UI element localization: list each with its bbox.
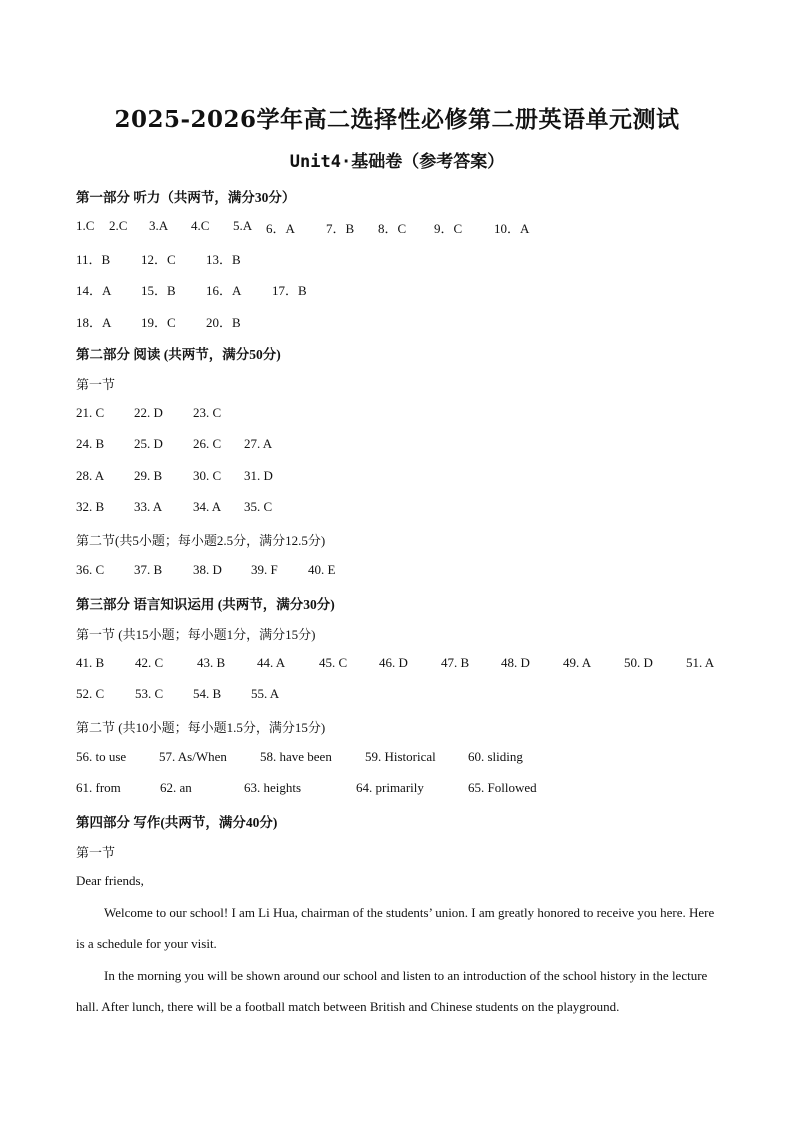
answer-item: 62. an <box>160 780 192 795</box>
answer-item: 50. D <box>624 655 653 670</box>
answer-row <box>76 655 736 673</box>
answer-item: 13．B <box>206 252 241 267</box>
answer-row <box>76 280 736 298</box>
answer-item: 22. D <box>134 405 163 420</box>
answer-item: 6．A <box>266 221 295 236</box>
answer-item: 43. B <box>197 655 226 670</box>
answer-item: 40. E <box>308 562 336 577</box>
answer-item: 48. D <box>501 655 530 670</box>
answer-item: 57. As/When <box>159 749 227 764</box>
answer-item: 21. C <box>76 405 105 420</box>
answer-item: 7．B <box>326 221 355 236</box>
answer-row <box>76 312 736 330</box>
answer-item: 25. D <box>134 436 163 451</box>
answer-item: 5.A <box>233 218 253 233</box>
part1-heading: 第一部分 听力（共两节，满分30分） <box>76 190 296 205</box>
answer-row <box>76 249 736 267</box>
answer-item: 45. C <box>319 655 348 670</box>
answer-item: 51. A <box>686 655 715 670</box>
answer-item: 39. F <box>251 562 278 577</box>
part2-section2-label: 第二节(共5小题；每小题2.5分，满分12.5分) <box>76 533 326 548</box>
answer-item: 3.A <box>149 218 169 233</box>
letter-paragraph: Welcome to our school! I am Li Hua, chairman of the students’ union. I am greatly honored to receive you here. Here is a schedule for your visit. <box>76 905 715 951</box>
answer-item: 44. A <box>257 655 286 670</box>
answer-item: 26. C <box>193 436 222 451</box>
answer-item: 4.C <box>191 218 210 233</box>
answer-item: 8．C <box>378 221 407 236</box>
part3-heading: 第三部分 语言知识运用 (共两节，满分30分) <box>76 597 335 612</box>
letter-paragraph: In the morning you will be shown around our school and listen to an introduction of the school history in the lecture hall. After lunch, there will be a football match between British and Chinese students on the playground. <box>76 968 708 1014</box>
answer-row <box>76 780 736 798</box>
answer-row <box>76 686 736 704</box>
answer-item: 15．B <box>141 283 176 298</box>
answer-item: 2.C <box>109 218 128 233</box>
part4-heading: 第四部分 写作(共两节，满分40分) <box>76 815 278 830</box>
answer-item: 10．A <box>494 221 530 236</box>
answer-item: 27. A <box>244 436 273 451</box>
answer-item: 37. B <box>134 562 163 577</box>
answer-item: 52. C <box>76 686 105 701</box>
answer-item: 47. B <box>441 655 470 670</box>
answer-row <box>76 468 736 486</box>
answer-item: 60. sliding <box>468 749 523 764</box>
page-subtitle: Unit4·基础卷（参考答案） <box>289 152 505 172</box>
answer-item: 65. Followed <box>468 780 537 795</box>
answer-item: 64. primarily <box>356 780 424 795</box>
answer-item: 49. A <box>563 655 592 670</box>
part3-section1-label: 第一节 (共15小题；每小题1分，满分15分) <box>76 627 316 642</box>
answer-item: 16．A <box>206 283 242 298</box>
answer-item: 59. Historical <box>365 749 436 764</box>
part3-section2-label: 第二节 (共10小题；每小题1.5分，满分15分) <box>76 720 326 735</box>
answer-item: 38. D <box>193 562 222 577</box>
answer-item: 12．C <box>141 252 176 267</box>
answer-item: 34. A <box>193 499 222 514</box>
answer-item: 1.C <box>76 218 95 233</box>
answer-item: 14．A <box>76 283 112 298</box>
answer-item: 41. B <box>76 655 105 670</box>
part4-section1-label: 第一节 <box>76 845 116 860</box>
answer-item: 32. B <box>76 499 105 514</box>
part2-section1-label: 第一节 <box>76 377 116 392</box>
answer-item: 20．B <box>206 315 241 330</box>
answer-item: 29. B <box>134 468 163 483</box>
answer-item: 24. B <box>76 436 105 451</box>
answer-item: 56. to use <box>76 749 127 764</box>
answer-row <box>76 405 736 423</box>
answer-item: 18．A <box>76 315 112 330</box>
answer-item: 19．C <box>141 315 176 330</box>
page-title: 2025-2026学年高二选择性必修第二册英语单元测试 <box>114 106 680 133</box>
answer-item: 35. C <box>244 499 273 514</box>
answer-item: 42. C <box>135 655 164 670</box>
answer-item: 46. D <box>379 655 408 670</box>
answer-row <box>76 749 736 767</box>
answer-item: 63. heights <box>244 780 302 795</box>
answer-item: 28. A <box>76 468 105 483</box>
answer-item: 36. C <box>76 562 105 577</box>
answer-row <box>76 562 736 580</box>
answer-row <box>76 436 736 454</box>
answer-item: 17．B <box>272 283 307 298</box>
answer-item: 61. from <box>76 780 121 795</box>
answer-item: 53. C <box>135 686 164 701</box>
answer-item: 33. A <box>134 499 163 514</box>
answer-row <box>76 218 736 236</box>
answer-item: 54. B <box>193 686 222 701</box>
answer-item: 31. D <box>244 468 273 483</box>
part2-heading: 第二部分 阅读 (共两节，满分50分) <box>76 347 281 362</box>
answer-item: 23. C <box>193 405 222 420</box>
letter-greeting: Dear friends, <box>76 873 144 888</box>
answer-item: 9．C <box>434 221 463 236</box>
answer-item: 11．B <box>76 252 111 267</box>
answer-item: 55. A <box>251 686 280 701</box>
answer-item: 58. have been <box>260 749 332 764</box>
answer-row <box>76 499 736 517</box>
answer-item: 30. C <box>193 468 222 483</box>
